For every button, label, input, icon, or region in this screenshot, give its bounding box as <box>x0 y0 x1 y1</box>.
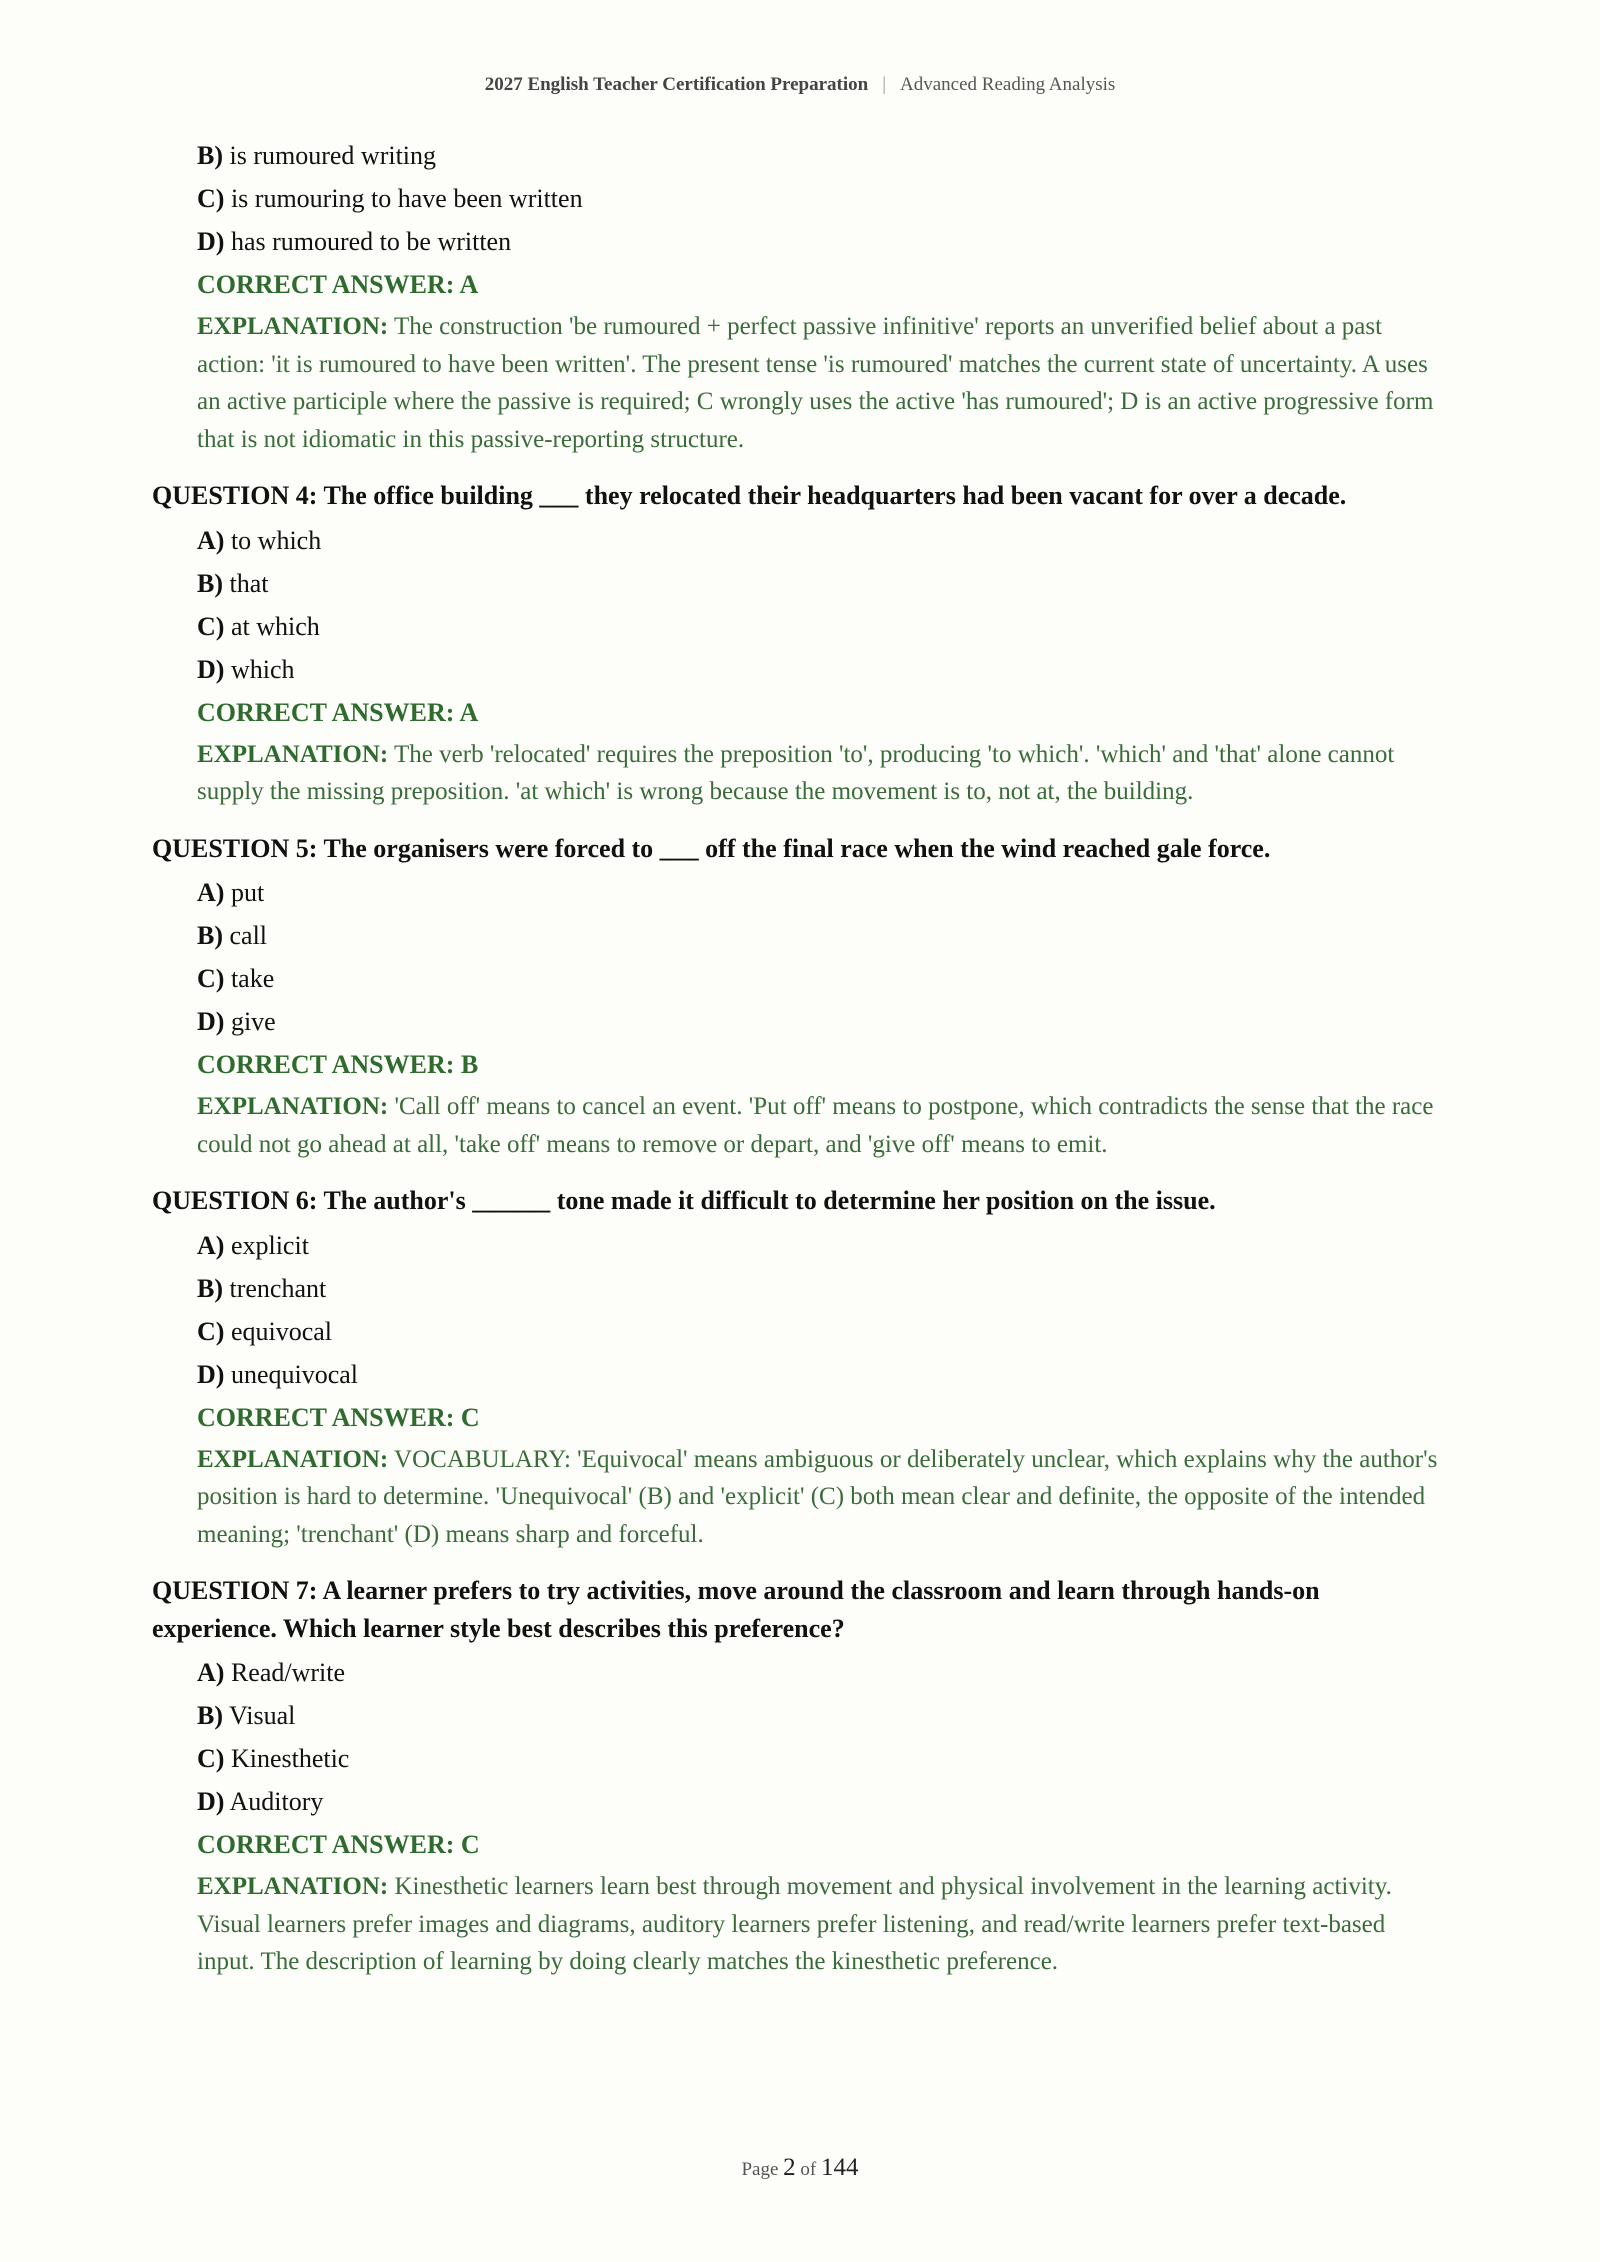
question-6-correct-answer: CORRECT ANSWER: C <box>197 1402 480 1432</box>
option-text: take <box>230 964 275 993</box>
option-text: that <box>229 568 269 598</box>
option-letter: C) <box>197 1744 225 1773</box>
option-letter: D) <box>197 1007 225 1036</box>
question-4-option-d <box>197 648 1448 691</box>
question-5-option-a <box>197 871 1448 914</box>
option-letter: C) <box>197 964 225 993</box>
question-4-option-a <box>197 519 1448 562</box>
option-letter: B) <box>197 568 223 598</box>
page-content <box>152 134 1448 1981</box>
explanation-label: EXPLANATION: <box>197 1445 389 1473</box>
question-7 <box>152 1572 1448 1981</box>
option-text: Visual <box>229 1701 296 1730</box>
explanation-label: EXPLANATION: <box>197 1873 389 1900</box>
question-6-title: QUESTION 6: The author's ______ tone made it difficult to determine her position on the issue. <box>152 1186 1216 1215</box>
option-text: trenchant <box>229 1273 327 1303</box>
explanation-text: Kinesthetic learners learn best through movement and physical involvement in the learning activity. Visual learners prefer images and diagrams, auditory learners prefer listening, and read/write learners prefer text-based input. The description of learning by doing clearly matches the kinesthetic preference. <box>197 1873 1392 1975</box>
option-letter: D) <box>197 1787 225 1816</box>
option-text: give <box>230 1007 276 1036</box>
question-6 <box>152 1182 1448 1553</box>
question-5-option-c <box>197 957 1448 1000</box>
question-6-option-c <box>197 1310 1448 1353</box>
question-4-option-b <box>197 562 1448 605</box>
option-text: is rumouring to have been written <box>230 184 583 213</box>
question-5-correct-answer: CORRECT ANSWER: B <box>197 1050 479 1079</box>
of-label: of <box>800 2159 817 2180</box>
question-7-option-a <box>197 1651 1448 1694</box>
question-5-explanation <box>197 1088 1448 1163</box>
option-text: at which <box>230 611 320 641</box>
question-7-title: QUESTION 7: A learner prefers to try activities, move around the classroom and learn through hands-on experience. Which learner style best describes this preference? <box>152 1576 1320 1643</box>
question-4 <box>152 477 1448 811</box>
option-text: call <box>229 921 268 950</box>
question-3-explanation <box>197 308 1448 458</box>
option-letter: A) <box>197 878 225 907</box>
option-letter: B) <box>197 1273 223 1303</box>
option-text: which <box>230 654 295 684</box>
option-text: Kinesthetic <box>230 1744 350 1773</box>
question-5-option-d <box>197 1000 1448 1043</box>
option-text: Read/write <box>230 1658 346 1687</box>
option-letter: B) <box>197 141 223 170</box>
explanation-label: EXPLANATION: <box>197 1093 389 1120</box>
option-letter: C) <box>197 611 225 641</box>
question-7-option-b <box>197 1694 1448 1737</box>
question-3-option-c <box>197 177 1448 220</box>
question-3-continued <box>152 134 1448 458</box>
question-7-correct-answer: CORRECT ANSWER: C <box>197 1830 480 1859</box>
option-text: Auditory <box>229 1787 324 1816</box>
option-text: is rumoured writing <box>229 141 437 170</box>
option-text: explicit <box>230 1230 309 1260</box>
question-5-title: QUESTION 5: The organisers were forced to ___ off the final race when the wind reached gale force. <box>152 833 1271 863</box>
page-header <box>0 74 1600 96</box>
explanation-text: The construction 'be rumoured + perfect passive infinitive' reports an unverified belief about a past action: 'it is rumoured to have been written'. The present tense 'is rumoured' matches the current state of uncertainty. A uses an active participle where the passive is required; C wrongly uses the active 'has rumoured'; D is an active progressive form that is not idiomatic in this passive-reporting structure. <box>197 313 1434 453</box>
question-7-explanation <box>197 1868 1448 1981</box>
explanation-text: The verb 'relocated' requires the preposition 'to', producing 'to which'. 'which' and 'that' alone cannot supply the missing preposition. 'at which' is wrong because the movement is to, not at, the building. <box>197 740 1395 805</box>
explanation-label: EXPLANATION: <box>197 313 389 340</box>
explanation-text: VOCABULARY: 'Equivocal' means ambiguous or deliberately unclear, which explains why the author's position is hard to determine. 'Unequivocal' (B) and 'explicit' (C) both mean clear and definite, the opposite of the intended meaning; 'trenchant' (D) means sharp and forceful. <box>197 1445 1438 1548</box>
question-3-option-b <box>197 134 1448 177</box>
header-separator: | <box>882 74 887 95</box>
option-letter: A) <box>197 525 225 555</box>
question-4-correct-answer: CORRECT ANSWER: A <box>197 697 479 727</box>
option-letter: C) <box>197 1316 225 1346</box>
question-6-option-d <box>197 1353 1448 1396</box>
option-text: put <box>230 878 265 907</box>
question-7-option-d <box>197 1780 1448 1823</box>
question-3-option-d <box>197 220 1448 263</box>
question-6-explanation <box>197 1441 1448 1554</box>
question-4-explanation <box>197 736 1448 811</box>
option-text: has rumoured to be written <box>230 227 512 256</box>
option-letter: D) <box>197 654 225 684</box>
document-subtitle: Advanced Reading Analysis <box>900 74 1116 95</box>
page-footer <box>0 2154 1600 2182</box>
explanation-text: 'Call off' means to cancel an event. 'Put off' means to postpone, which contradicts the sense that the race could not go ahead at all, 'take off' means to remove or depart, and 'give off' means to emit. <box>197 1093 1434 1158</box>
question-4-option-c <box>197 605 1448 648</box>
question-4-title: QUESTION 4: The office building ___ they relocated their headquarters had been vacant for over a decade. <box>152 481 1347 510</box>
option-letter: A) <box>197 1230 225 1260</box>
explanation-label: EXPLANATION: <box>197 740 389 768</box>
question-6-option-b <box>197 1267 1448 1310</box>
option-text: unequivocal <box>230 1359 359 1389</box>
option-letter: B) <box>197 1701 223 1730</box>
question-5-option-b <box>197 914 1448 957</box>
question-3-correct-answer: CORRECT ANSWER: A <box>197 270 479 299</box>
page-label: Page <box>741 2159 779 2180</box>
question-6-option-a <box>197 1224 1448 1267</box>
option-letter: B) <box>197 921 223 950</box>
option-letter: C) <box>197 184 225 213</box>
question-7-option-c <box>197 1737 1448 1780</box>
option-letter: A) <box>197 1658 225 1687</box>
option-letter: D) <box>197 1359 225 1389</box>
page-number: 2 <box>783 2154 796 2181</box>
question-5 <box>152 830 1448 1164</box>
option-letter: D) <box>197 227 225 256</box>
document-title: 2027 English Teacher Certification Preparation <box>484 74 869 95</box>
option-text: equivocal <box>230 1316 333 1346</box>
total-pages: 144 <box>821 2154 859 2181</box>
option-text: to which <box>230 525 322 555</box>
